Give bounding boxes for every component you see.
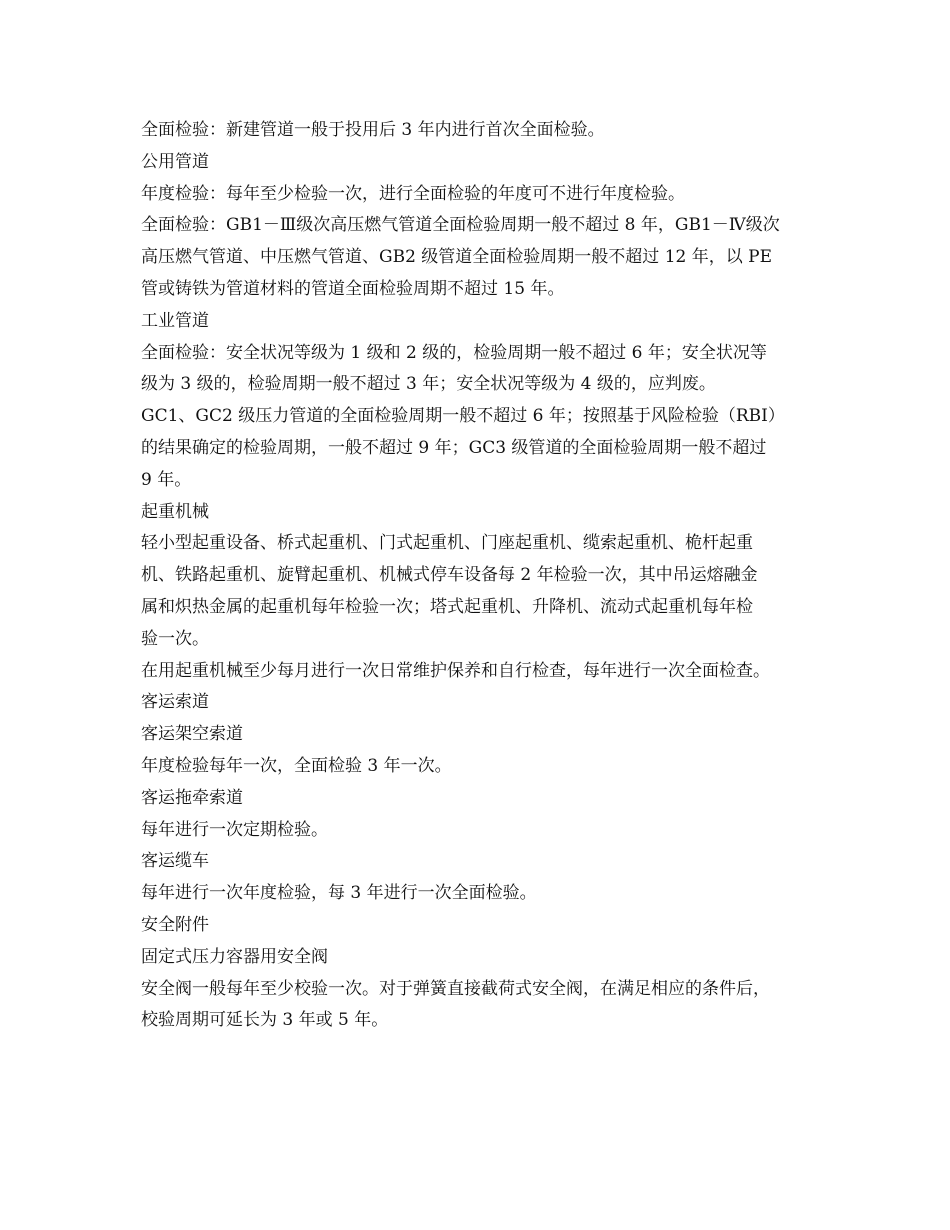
body-text-line: 属和炽热金属的起重机每年检验一次；塔式起重机、升降机、流动式起重机每年检 xyxy=(141,596,753,617)
section-heading-industrial-pipeline: 工业管道 xyxy=(141,310,209,331)
body-text-line: 管或铸铁为管道材料的管道全面检验周期不超过 15 年。 xyxy=(141,278,565,299)
body-text-line: 每年进行一次定期检验。 xyxy=(141,819,328,840)
body-text-line: 机、铁路起重机、旋臂起重机、机械式停车设备每 2 年检验一次，其中吊运熔融金 xyxy=(141,565,758,586)
body-text-line: 年度检验：每年至少检验一次，进行全面检验的年度可不进行年度检验。 xyxy=(141,183,685,204)
subheading-safety-valve: 固定式压力容器用安全阀 xyxy=(141,946,328,967)
body-text-line: 轻小型起重设备、桥式起重机、门式起重机、门座起重机、缆索起重机、桅杆起重 xyxy=(141,533,753,554)
body-text-line: 9 年。 xyxy=(141,469,192,490)
body-text-line: 验一次。 xyxy=(141,628,209,649)
body-text-line: GC1、GC2 级压力管道的全面检验周期一般不超过 6 年；按照基于风险检验（RBI） xyxy=(141,406,785,427)
body-text-line: 每年进行一次年度检验，每 3 年进行一次全面检验。 xyxy=(141,883,537,904)
body-text-line: 年度检验每年一次，全面检验 3 年一次。 xyxy=(141,755,452,776)
subheading-funicular: 客运缆车 xyxy=(141,851,209,872)
section-heading-public-pipeline: 公用管道 xyxy=(141,151,209,172)
body-text-line: 全面检验：新建管道一般于投用后 3 年内进行首次全面检验。 xyxy=(141,120,605,140)
section-heading-passenger-ropeway: 客运索道 xyxy=(141,692,209,713)
body-text-line: 级为 3 级的，检验周期一般不超过 3 年；安全状况等级为 4 级的，应判废。 xyxy=(141,374,716,395)
subheading-surface-lift: 客运拖牵索道 xyxy=(141,787,243,808)
body-text-line: 的结果确定的检验周期，一般不超过 9 年；GC3 级管道的全面检验周期一般不超过 xyxy=(141,437,767,458)
section-heading-safety-accessories: 安全附件 xyxy=(141,914,209,935)
body-text-line: 全面检验：GB1－Ⅲ级次高压燃气管道全面检验周期一般不超过 8 年，GB1－Ⅳ级次 xyxy=(141,215,780,236)
document-page xyxy=(141,115,821,1037)
subheading-aerial-ropeway: 客运架空索道 xyxy=(141,724,243,745)
section-heading-lifting-machinery: 起重机械 xyxy=(141,501,209,522)
body-text-line: 校验周期可延长为 3 年或 5 年。 xyxy=(141,1010,389,1031)
body-text-line: 在用起重机械至少每月进行一次日常维护保养和自行检查，每年进行一次全面检查。 xyxy=(141,660,770,681)
body-text-line: 安全阀一般每年至少校验一次。对于弹簧直接截荷式安全阀，在满足相应的条件后， xyxy=(141,978,770,999)
body-text-line: 高压燃气管道、中压燃气管道、GB2 级管道全面检验周期一般不超过 12 年，以 PE xyxy=(141,247,772,268)
body-text-line: 全面检验：安全状况等级为 1 级和 2 级的，检验周期一般不超过 6 年；安全状况等 xyxy=(141,342,767,363)
